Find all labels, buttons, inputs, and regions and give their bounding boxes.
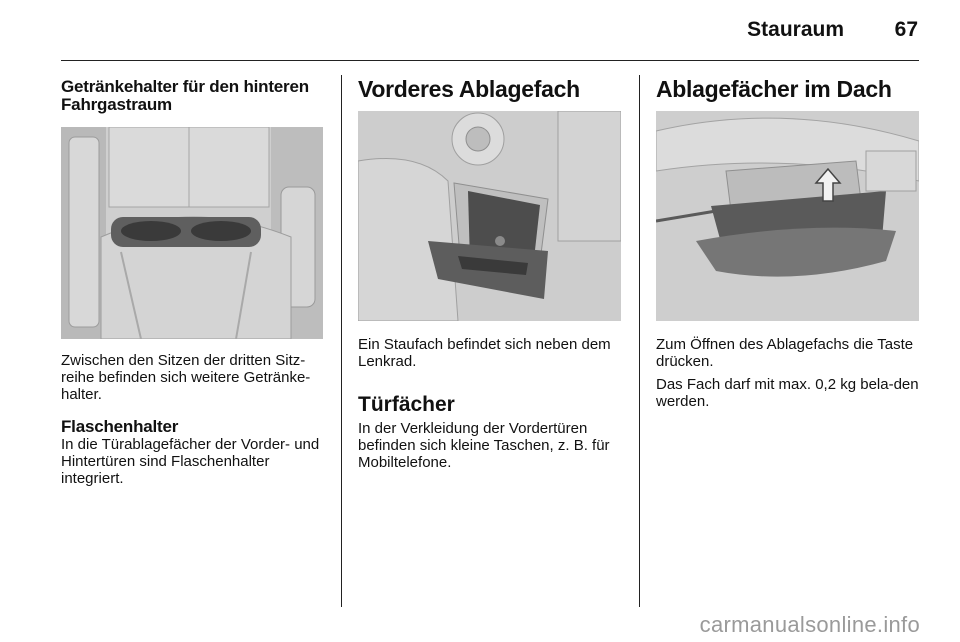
watermark: carmanualsonline.info bbox=[699, 612, 920, 637]
paragraph-cupholders: Zwischen den Sitzen der dritten Sitz-reihe befinden sich weitere Getränke-halter. bbox=[61, 352, 311, 403]
column-divider-2 bbox=[639, 75, 640, 607]
column-roof-storage-text bbox=[656, 336, 920, 410]
figure-roof-storage bbox=[656, 111, 919, 321]
page-header bbox=[0, 0, 960, 62]
figure-rear-cupholder bbox=[61, 127, 323, 339]
column-cupholders bbox=[61, 72, 325, 114]
subheading-bottle-holders: Flaschenhalter bbox=[61, 417, 179, 436]
section-heading-cupholders: Getränkehalter für den hinteren Fahrgastraum bbox=[61, 77, 309, 114]
paragraph-bottle-holders: In die Türablagefächer der Vorder- und Hintertüren sind Flaschenhalter integriert. bbox=[61, 436, 320, 487]
page-title: Stauraum bbox=[747, 18, 844, 41]
column-divider-1 bbox=[341, 75, 342, 607]
header-divider bbox=[61, 60, 919, 61]
section-heading-roof-storage: Ablagefächer im Dach bbox=[656, 76, 892, 102]
page-number: 67 bbox=[894, 18, 918, 41]
paragraph-roof-storage-load: Das Fach darf mit max. 0,2 kg bela-den werden. bbox=[656, 376, 919, 410]
paragraph-front-storage: Ein Staufach befindet sich neben dem Lenkrad. bbox=[358, 336, 611, 370]
figure-front-storage bbox=[358, 111, 621, 321]
column-cupholders-text bbox=[61, 352, 325, 487]
column-front-storage bbox=[358, 72, 624, 103]
paragraph-door-pockets: In der Verkleidung der Vordertüren befinden sich kleine Taschen, z. B. für Mobiltelefone. bbox=[358, 420, 610, 471]
column-front-storage-text bbox=[358, 336, 624, 471]
column-roof-storage bbox=[656, 72, 920, 103]
paragraph-roof-storage-open: Zum Öffnen des Ablagefachs die Taste drücken. bbox=[656, 336, 914, 370]
section-heading-front-storage: Vorderes Ablagefach bbox=[358, 76, 580, 102]
section-heading-door-pockets: Türfächer bbox=[358, 393, 455, 416]
